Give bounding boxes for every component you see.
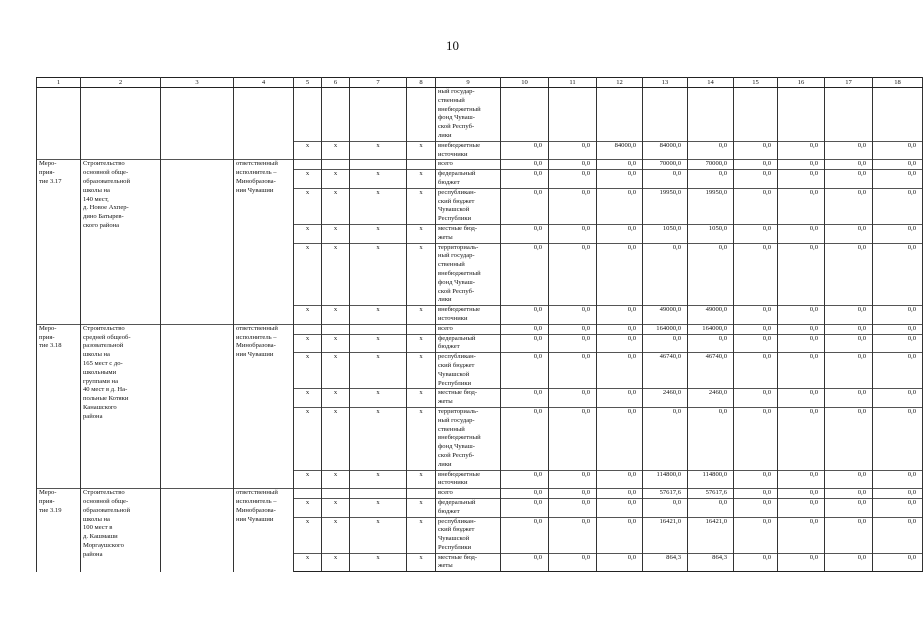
amount-cell: 0,0 [734, 553, 778, 572]
amount-cell: 0,0 [778, 407, 825, 470]
amount-cell: 0,0 [549, 141, 597, 160]
amount-cell: 0,0 [778, 489, 825, 499]
funding-source: всего [436, 324, 501, 334]
code-cell: x [407, 141, 436, 160]
amount-cell: 0,0 [873, 470, 923, 489]
code-cell: x [350, 224, 407, 243]
amount-cell: 114800,0 [643, 470, 688, 489]
amount-cell: 0,0 [825, 353, 873, 389]
amount-cell: 0,0 [501, 141, 549, 160]
code-cell: x [322, 470, 350, 489]
code-cell: x [294, 407, 322, 470]
amount-cell: 0,0 [873, 517, 923, 553]
amount-cell: 0,0 [501, 224, 549, 243]
funding-source: федеральный бюджет [436, 498, 501, 517]
code-cell: x [322, 188, 350, 224]
amount-cell: 0,0 [549, 188, 597, 224]
code-cell: x [294, 141, 322, 160]
code-cell: x [350, 141, 407, 160]
code-cell: x [407, 170, 436, 189]
amount-cell: 0,0 [734, 389, 778, 408]
code-cell: x [350, 517, 407, 553]
amount-cell: 0,0 [597, 224, 643, 243]
code-cell [294, 489, 322, 499]
code-cell [294, 160, 322, 170]
code-cell: x [294, 334, 322, 353]
amount-cell: 0,0 [825, 553, 873, 572]
amount-cell [778, 88, 825, 142]
amount-cell: 0,0 [734, 188, 778, 224]
amount-cell: 0,0 [873, 389, 923, 408]
amount-cell: 0,0 [549, 243, 597, 306]
amount-cell: 0,0 [825, 498, 873, 517]
activity-description: Строительство основной обще- образовательной школы на 100 мест в д. Кашмаши Моргаушского района [81, 489, 161, 572]
amount-cell: 16421,0 [688, 517, 734, 553]
amount-cell: 0,0 [643, 243, 688, 306]
amount-cell: 0,0 [734, 306, 778, 325]
amount-cell: 0,0 [778, 470, 825, 489]
code-cell [322, 489, 350, 499]
code-cell: x [294, 353, 322, 389]
amount-cell: 0,0 [778, 353, 825, 389]
amount-cell: 0,0 [597, 306, 643, 325]
amount-cell: 0,0 [501, 470, 549, 489]
amount-cell: 0,0 [501, 334, 549, 353]
amount-cell: 0,0 [501, 353, 549, 389]
amount-cell: 0,0 [778, 224, 825, 243]
amount-cell: 0,0 [597, 470, 643, 489]
amount-cell: 0,0 [643, 407, 688, 470]
amount-cell: 0,0 [549, 324, 597, 334]
code-cell: x [407, 306, 436, 325]
funding-source: территориаль- ный государ- ственный внебюджетный фонд Чуваш- ской Респуб- лики [436, 407, 501, 470]
column-number: 13 [643, 78, 688, 88]
amount-cell: 0,0 [825, 517, 873, 553]
funding-source: всего [436, 160, 501, 170]
amount-cell: 0,0 [501, 407, 549, 470]
amount-cell: 1050,0 [643, 224, 688, 243]
amount-cell: 0,0 [778, 306, 825, 325]
amount-cell: 0,0 [825, 324, 873, 334]
code-cell [350, 489, 407, 499]
code-cell: x [350, 498, 407, 517]
activity-id: Меро- прия- тие 3.18 [37, 324, 81, 488]
amount-cell: 0,0 [501, 498, 549, 517]
empty-cell [234, 88, 294, 160]
funding-source: всего [436, 489, 501, 499]
amount-cell: 0,0 [734, 353, 778, 389]
code-cell [407, 160, 436, 170]
amount-cell: 0,0 [597, 334, 643, 353]
amount-cell: 0,0 [825, 470, 873, 489]
column-number: 4 [234, 78, 294, 88]
amount-cell: 0,0 [825, 141, 873, 160]
amount-cell: 0,0 [688, 170, 734, 189]
funding-source: республикан- ский бюджет Чувашской Республики [436, 353, 501, 389]
amount-cell: 0,0 [734, 243, 778, 306]
amount-cell: 0,0 [778, 141, 825, 160]
code-cell: x [350, 243, 407, 306]
code-cell: x [322, 243, 350, 306]
amount-cell: 0,0 [873, 141, 923, 160]
amount-cell: 0,0 [873, 489, 923, 499]
amount-cell: 0,0 [825, 170, 873, 189]
column-number: 3 [161, 78, 234, 88]
amount-cell [501, 88, 549, 142]
code-cell: x [294, 224, 322, 243]
code-cell: x [407, 188, 436, 224]
budget-table [36, 77, 923, 572]
amount-cell: 0,0 [643, 334, 688, 353]
amount-cell: 0,0 [688, 407, 734, 470]
amount-cell: 0,0 [778, 324, 825, 334]
empty-cell [161, 489, 234, 572]
code-cell: x [322, 334, 350, 353]
amount-cell: 0,0 [734, 470, 778, 489]
amount-cell: 0,0 [597, 489, 643, 499]
amount-cell: 0,0 [501, 188, 549, 224]
code-cell: x [407, 334, 436, 353]
amount-cell: 864,3 [643, 553, 688, 572]
amount-cell: 0,0 [778, 553, 825, 572]
amount-cell: 0,0 [643, 170, 688, 189]
amount-cell: 0,0 [549, 389, 597, 408]
amount-cell: 0,0 [825, 224, 873, 243]
amount-cell: 0,0 [549, 170, 597, 189]
amount-cell: 0,0 [597, 353, 643, 389]
code-cell: x [350, 334, 407, 353]
amount-cell: 0,0 [549, 498, 597, 517]
code-cell: x [350, 470, 407, 489]
code-cell: x [322, 224, 350, 243]
funding-source: местные бюд- жеты [436, 224, 501, 243]
column-number: 7 [350, 78, 407, 88]
amount-cell: 84000,0 [643, 141, 688, 160]
amount-cell: 0,0 [501, 324, 549, 334]
amount-cell: 0,0 [825, 407, 873, 470]
empty-cell [37, 88, 81, 160]
amount-cell: 0,0 [778, 188, 825, 224]
amount-cell: 0,0 [549, 224, 597, 243]
amount-cell: 0,0 [643, 498, 688, 517]
column-number: 12 [597, 78, 643, 88]
amount-cell: 0,0 [597, 517, 643, 553]
code-cell [350, 88, 407, 142]
code-cell: x [350, 306, 407, 325]
amount-cell [873, 88, 923, 142]
code-cell: x [294, 517, 322, 553]
amount-cell [643, 88, 688, 142]
code-cell: x [294, 170, 322, 189]
amount-cell: 0,0 [778, 160, 825, 170]
amount-cell: 0,0 [734, 170, 778, 189]
amount-cell: 0,0 [873, 498, 923, 517]
column-number: 10 [501, 78, 549, 88]
amount-cell: 0,0 [734, 517, 778, 553]
amount-cell: 0,0 [597, 160, 643, 170]
amount-cell: 19950,0 [643, 188, 688, 224]
amount-cell: 0,0 [501, 243, 549, 306]
code-cell: x [350, 188, 407, 224]
amount-cell: 46740,0 [643, 353, 688, 389]
amount-cell: 0,0 [734, 489, 778, 499]
amount-cell: 0,0 [549, 306, 597, 325]
amount-cell: 0,0 [734, 407, 778, 470]
code-cell [350, 160, 407, 170]
code-cell: x [294, 470, 322, 489]
amount-cell [734, 88, 778, 142]
code-cell [294, 88, 322, 142]
code-cell: x [322, 141, 350, 160]
code-cell [322, 324, 350, 334]
code-cell [407, 88, 436, 142]
amount-cell: 0,0 [825, 306, 873, 325]
column-number: 2 [81, 78, 161, 88]
empty-cell [161, 324, 234, 488]
amount-cell: 0,0 [597, 188, 643, 224]
code-cell [322, 88, 350, 142]
amount-cell: 0,0 [873, 553, 923, 572]
amount-cell: 0,0 [873, 407, 923, 470]
code-cell: x [322, 170, 350, 189]
amount-cell: 84000,0 [597, 141, 643, 160]
amount-cell: 0,0 [597, 498, 643, 517]
code-cell: x [407, 243, 436, 306]
amount-cell: 0,0 [873, 243, 923, 306]
amount-cell: 70000,0 [688, 160, 734, 170]
code-cell: x [407, 517, 436, 553]
amount-cell: 0,0 [873, 353, 923, 389]
column-number: 14 [688, 78, 734, 88]
column-number: 1 [37, 78, 81, 88]
amount-cell: 0,0 [501, 517, 549, 553]
column-number: 18 [873, 78, 923, 88]
amount-cell: 0,0 [873, 160, 923, 170]
activity-id: Меро- прия- тие 3.19 [37, 489, 81, 572]
amount-cell: 49000,0 [643, 306, 688, 325]
amount-cell: 0,0 [778, 517, 825, 553]
code-cell [407, 324, 436, 334]
amount-cell: 0,0 [501, 170, 549, 189]
table-row [37, 324, 923, 334]
amount-cell: 0,0 [734, 160, 778, 170]
amount-cell: 0,0 [873, 306, 923, 325]
amount-cell: 0,0 [597, 324, 643, 334]
code-cell: x [322, 498, 350, 517]
funding-source: территориаль- ный государ- ственный внебюджетный фонд Чуваш- ской Респуб- лики [436, 243, 501, 306]
amount-cell: 0,0 [597, 407, 643, 470]
amount-cell: 0,0 [873, 170, 923, 189]
code-cell: x [407, 498, 436, 517]
amount-cell: 0,0 [688, 243, 734, 306]
amount-cell: 0,0 [778, 170, 825, 189]
amount-cell: 0,0 [778, 243, 825, 306]
amount-cell: 0,0 [549, 517, 597, 553]
funding-source: республикан- ский бюджет Чувашской Республики [436, 188, 501, 224]
amount-cell: 0,0 [549, 489, 597, 499]
amount-cell [549, 88, 597, 142]
code-cell [322, 160, 350, 170]
column-number: 17 [825, 78, 873, 88]
empty-cell [161, 88, 234, 160]
amount-cell [825, 88, 873, 142]
funding-source: федеральный бюджет [436, 334, 501, 353]
amount-cell: 46740,0 [688, 353, 734, 389]
amount-cell: 0,0 [501, 389, 549, 408]
column-number: 6 [322, 78, 350, 88]
amount-cell: 49000,0 [688, 306, 734, 325]
amount-cell: 57617,6 [688, 489, 734, 499]
amount-cell: 0,0 [501, 489, 549, 499]
amount-cell: 0,0 [825, 489, 873, 499]
code-cell: x [322, 353, 350, 389]
amount-cell: 0,0 [549, 160, 597, 170]
amount-cell: 0,0 [734, 334, 778, 353]
code-cell: x [350, 353, 407, 389]
amount-cell: 0,0 [778, 334, 825, 353]
table-body [37, 78, 923, 572]
amount-cell: 0,0 [873, 224, 923, 243]
amount-cell: 0,0 [825, 160, 873, 170]
code-cell: x [294, 306, 322, 325]
amount-cell: 0,0 [734, 498, 778, 517]
responsible-executor: ответственный исполнитель – Минобразова- ния Чувашии [234, 489, 294, 572]
amount-cell: 0,0 [597, 389, 643, 408]
amount-cell: 114800,0 [688, 470, 734, 489]
code-cell: x [407, 553, 436, 572]
code-cell [294, 324, 322, 334]
amount-cell: 0,0 [549, 470, 597, 489]
table-row [37, 489, 923, 499]
column-number: 15 [734, 78, 778, 88]
amount-cell: 0,0 [873, 324, 923, 334]
amount-cell [688, 88, 734, 142]
amount-cell: 0,0 [688, 334, 734, 353]
amount-cell: 0,0 [501, 553, 549, 572]
empty-cell [161, 160, 234, 324]
activity-description: Строительство средней общеоб- разовательной школы на 165 мест с до- школьными группами на 40 мест в д. На- польные Котяки Канашского района [81, 324, 161, 488]
code-cell: x [294, 243, 322, 306]
code-cell: x [407, 407, 436, 470]
funding-source: местные бюд- жеты [436, 389, 501, 408]
code-cell: x [322, 306, 350, 325]
code-cell: x [294, 389, 322, 408]
funding-source: местные бюд- жеты [436, 553, 501, 572]
funding-source: внебюджетные источники [436, 306, 501, 325]
amount-cell: 0,0 [597, 170, 643, 189]
code-cell: x [407, 470, 436, 489]
table-row [37, 160, 923, 170]
amount-cell: 0,0 [734, 224, 778, 243]
code-cell: x [407, 353, 436, 389]
amount-cell: 57617,6 [643, 489, 688, 499]
amount-cell: 0,0 [734, 324, 778, 334]
code-cell: x [294, 188, 322, 224]
amount-cell: 0,0 [825, 243, 873, 306]
column-number: 5 [294, 78, 322, 88]
amount-cell: 0,0 [501, 306, 549, 325]
funding-source: внебюджетные источники [436, 470, 501, 489]
amount-cell: 0,0 [734, 141, 778, 160]
column-number: 9 [436, 78, 501, 88]
amount-cell: 0,0 [597, 553, 643, 572]
amount-cell: 1050,0 [688, 224, 734, 243]
funding-source: республикан- ский бюджет Чувашской Республики [436, 517, 501, 553]
funding-source: ный государ- ственный внебюджетный фонд Чуваш- ской Респуб- лики [436, 88, 501, 142]
amount-cell: 0,0 [825, 188, 873, 224]
code-cell: x [350, 389, 407, 408]
code-cell: x [294, 498, 322, 517]
amount-cell: 0,0 [549, 334, 597, 353]
amount-cell: 0,0 [778, 389, 825, 408]
code-cell: x [350, 170, 407, 189]
column-number: 16 [778, 78, 825, 88]
amount-cell: 16421,0 [643, 517, 688, 553]
code-cell [407, 489, 436, 499]
code-cell: x [322, 389, 350, 408]
amount-cell: 2460,0 [643, 389, 688, 408]
amount-cell: 0,0 [778, 498, 825, 517]
table-row [37, 88, 923, 142]
amount-cell: 70000,0 [643, 160, 688, 170]
amount-cell: 0,0 [825, 334, 873, 353]
amount-cell: 0,0 [549, 407, 597, 470]
amount-cell [597, 88, 643, 142]
amount-cell: 164000,0 [643, 324, 688, 334]
code-cell: x [350, 553, 407, 572]
code-cell: x [322, 553, 350, 572]
code-cell: x [322, 517, 350, 553]
code-cell: x [407, 389, 436, 408]
funding-source: внебюджетные источники [436, 141, 501, 160]
amount-cell: 0,0 [825, 389, 873, 408]
code-cell: x [322, 407, 350, 470]
amount-cell: 0,0 [688, 141, 734, 160]
funding-source: федеральный бюджет [436, 170, 501, 189]
amount-cell: 2460,0 [688, 389, 734, 408]
column-number: 11 [549, 78, 597, 88]
amount-cell: 864,3 [688, 553, 734, 572]
code-cell: x [294, 553, 322, 572]
amount-cell: 0,0 [688, 498, 734, 517]
responsible-executor: ответственный исполнитель – Минобразова- ния Чувашии [234, 160, 294, 324]
amount-cell: 0,0 [549, 353, 597, 389]
column-number-row [37, 78, 923, 88]
code-cell: x [350, 407, 407, 470]
activity-id: Меро- прия- тие 3.17 [37, 160, 81, 324]
code-cell [350, 324, 407, 334]
amount-cell: 19950,0 [688, 188, 734, 224]
amount-cell: 0,0 [597, 243, 643, 306]
amount-cell: 164000,0 [688, 324, 734, 334]
code-cell: x [407, 224, 436, 243]
amount-cell: 0,0 [873, 334, 923, 353]
column-number: 8 [407, 78, 436, 88]
amount-cell: 0,0 [873, 188, 923, 224]
amount-cell: 0,0 [549, 553, 597, 572]
responsible-executor: ответственный исполнитель – Минобразова- ния Чувашии [234, 324, 294, 488]
amount-cell: 0,0 [501, 160, 549, 170]
activity-description: Строительство основной обще- образовательной школы на 140 мест, д. Новое Ахпер- дино Батырев- ского района [81, 160, 161, 324]
page-number: 10 [446, 38, 459, 53]
empty-cell [81, 88, 161, 160]
